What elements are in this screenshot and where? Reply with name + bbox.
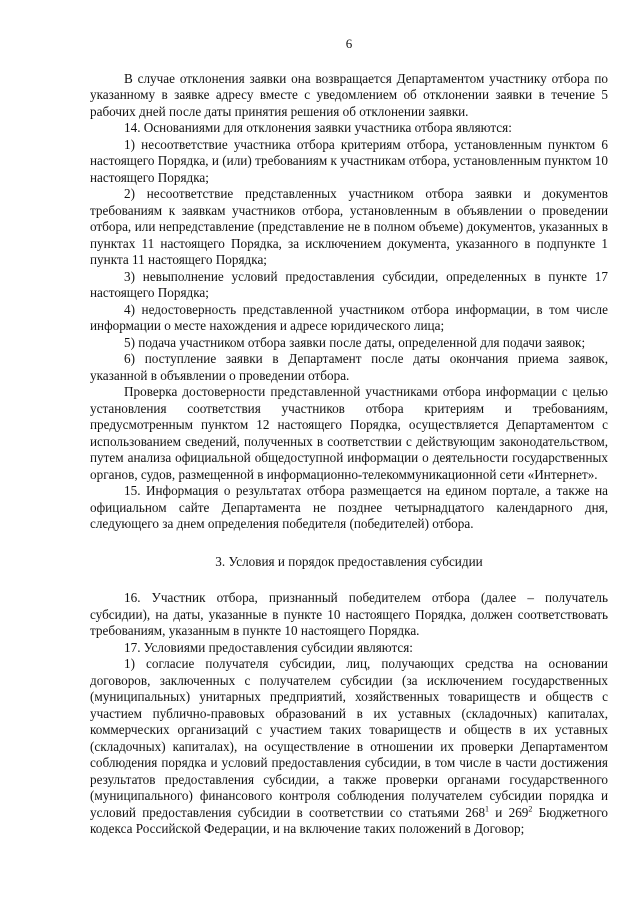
paragraph: 17. Условиями предоставления субсидии являются: xyxy=(124,639,413,655)
section-heading: 3. Условия и порядок предоставления субсидии xyxy=(215,553,483,569)
paragraph: 4) недостоверность представленной участником отбора информации, в том числе информации о месте нахождения и адресе юридического лица; xyxy=(90,301,608,333)
paragraph-text: и 269 xyxy=(489,804,529,820)
paragraph: 5) подача участником отбора заявки после даты, определенной для подачи заявок; xyxy=(124,334,586,350)
paragraph: Проверка достоверности представленной участниками отбора информации с целью установления соответствия участников отбора критериям и требованиям, предусмотренным пунктом 12 настоящего Порядка, осуществляется Департаментом с использованием сведений, полученных в соответствии с действующим законодательством, путем анализа официальной общедоступной информации о деятельности государственных органов, судов, размещенной в информационно-телекоммуникационной сети «Интернет». xyxy=(90,384,608,482)
page-number: 6 xyxy=(345,36,353,51)
paragraph: 3) невыполнение условий предоставления субсидии, определенных в пункте 17 настоящего Порядка; xyxy=(90,268,608,300)
paragraph: 15. Информация о результатах отбора размещается на едином портале, а также на официальном сайте Департамента не позднее четырнадцатого календарного дня, следующего за днем определения победителя (победителей) отбора. xyxy=(90,483,608,531)
paragraph: В случае отклонения заявки она возвращается Департаментом участнику отбора по указанному в заявке адресу вместе с уведомлением об отклонении заявки в течение 5 рабочих дней после даты принятия решения об отклонении заявки. xyxy=(90,70,608,119)
paragraph: 16. Участник отбора, признанный победителем отбора (далее – получатель субсидии), на даты, указанные в пункте 10 настоящего Порядка, должен соответствовать требованиям, указанным в пункте 10 настоящего Порядка. xyxy=(90,590,608,638)
superscript: 1 xyxy=(485,804,490,814)
paragraph-text: Бюджетного кодекса Российской Федерации, и на включение таких положений в Договор; xyxy=(90,804,609,836)
paragraph-with-superscripts xyxy=(90,656,608,838)
paragraph: 1) несоответствие участника отбора критериям отбора, установленным пунктом 6 настоящего Порядка, и (или) требованиям к участникам отбора, установленным пунктом 10 настоящего Порядка; xyxy=(90,136,608,185)
superscript: 2 xyxy=(528,804,533,814)
paragraph: 2) несоответствие представленных участником отбора заявки и документов требованиям к заявкам участников отбора, установленным в объявлении о проведении отбора, или непредставление (представление не в полном объеме) документов, указанных в пунктах 11 настоящего Порядка, за исключением документа, указанного в подпункте 1 пункта 11 настоящего Порядка; xyxy=(90,186,608,267)
paragraph: 6) поступление заявки в Департамент после даты окончания приема заявок, указанной в объявлении о проведении отбора. xyxy=(90,351,608,383)
paragraph: 14. Основаниями для отклонения заявки участника отбора являются: xyxy=(124,120,512,135)
paragraph-text: 1) согласие получателя субсидии, лиц, получающих средства на основании договоров, заключенных с получателем субсидии (за исключением государственных (муниципальных) унитарных предприятий, хозяйственных товариществ и обществ с участием публично-правовых образований в их уставных (складочных) капиталах, коммерческих организаций с участием таких товариществ и обществ в их уставных (складочных) капиталах), на осуществление в отношении их проверки Департаментом соблюдения порядка и условий предоставления субсидии, в том числе в части достижения результатов предоставления субсидии, а также проверки органами государственного (муниципального) финансового контроля соблюдения получателем субсидии порядка и условий предоставления субсидии в соответствии со статьями 268 xyxy=(90,656,608,820)
